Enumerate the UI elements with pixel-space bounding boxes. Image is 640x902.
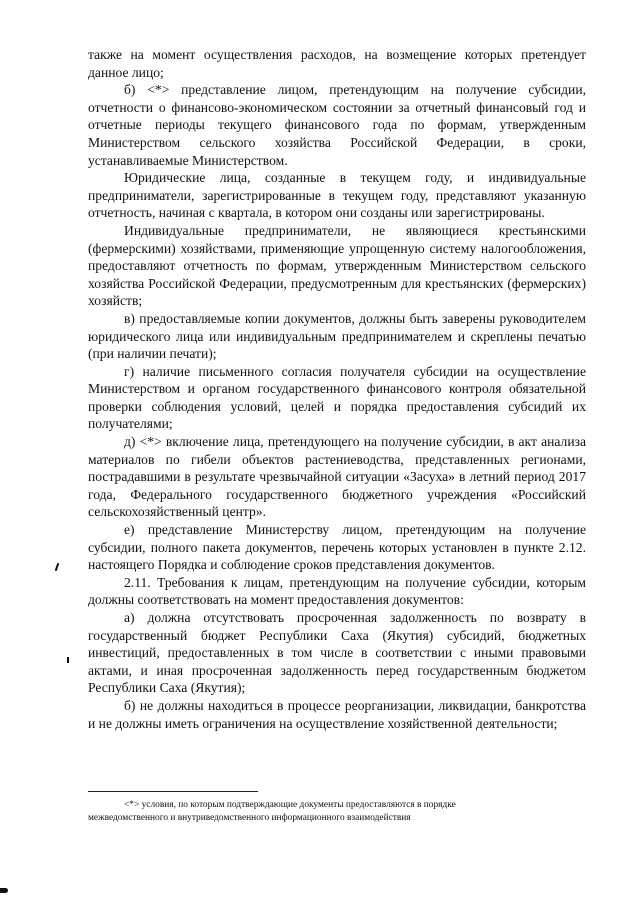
paragraph-item-v: в) предоставляемые копии документов, должны быть заверены руководителем юридического лица или индивидуальным предпринимателем и скреплены печатью (при наличии печати); [88, 310, 586, 362]
paragraph-item-d: д) <*> включение лица, претендующего на получение субсидии, в акт анализа материалов по гибели объектов растениеводства, представленных регионами, пострадавшими в результате чрезвычайной ситуации «Засуха» в летний период 2017 года, Федерального государственного бюджетного учреждения «Российский сельскохозяйственный центр». [88, 434, 586, 520]
footnote-divider [88, 791, 258, 792]
paragraph-item-g: г) наличие письменного согласия получателя субсидии на осуществление Министерством и органом государственного финансового контроля обязательной проверки соблюдения условий, целей и порядка предоставления субсидий их получателями; [88, 363, 586, 432]
paragraph-section-2-11: 2.11. Требования к лицам, претендующим на получение субсидии, которым должны соответствовать на момент предоставления документов: [88, 574, 586, 608]
paragraph-item-a: а) должна отсутствовать просроченная задолженность по возврату в государственный бюджет Республики Саха (Якутия) субсидий, бюджетных инвестиций, предоставленных в том числе в соответствии с иными правовыми актами, и иная просроченная задолженность перед государственным бюджетом Республики Саха (Якутия); [88, 610, 586, 696]
body-text [88, 46, 586, 732]
paragraph-individual-entrepreneurs: Индивидуальные предприниматели, не являющиеся крестьянскими (фермерскими) хозяйствами, применяющие упрощенную систему налогообложения, предоставляют отчетность по формам, утвержденным Министерством сельского хозяйства Российской Федерации, предусмотренным для крестьянских (фермерских) хозяйств; [88, 222, 586, 309]
paragraph-item-e: е) представление Министерству лицом, претендующим на получение субсидии, полного пакета документов, перечень которых установлен в пункте 2.12. настоящего Порядка и соблюдение сроков представления документов. [88, 522, 586, 573]
paragraph-item-b2: б) не должны находиться в процессе реорганизации, ликвидации, банкротства и не должны иметь ограничения на осуществление хозяйственной деятельности; [88, 697, 586, 731]
scan-artifact-mark [67, 657, 69, 663]
paragraph-item-b: б) <*> представление лицом, претендующим на получение субсидии, отчетности о финансово-экономическом состоянии за отчетный финансовый год и отчетные периоды текущего финансового года по формам, утвержденным Министерством сельского хозяйства Российской Федерации, в сроки, устанавливаемые Министерством. [88, 82, 586, 168]
scan-artifact-mark [0, 888, 8, 893]
footnote [88, 799, 586, 825]
footnote-line-2: межведомственного и внутриведомственного информационного взаимодействия [88, 812, 411, 823]
scan-artifact-mark [55, 563, 60, 571]
footnote-line-1: <*> условия, по которым подтверждающие документы предоставляются в порядке [124, 800, 456, 810]
paragraph-continuation: также на момент осуществления расходов, на возмещение которых претендует данное лицо; [88, 47, 586, 80]
paragraph-legal-entities: Юридические лица, созданные в текущем году, и индивидуальные предприниматели, зарегистрированные в текущем году, представляют указанную отчетность, начиная с квартала, в котором они созданы или зарегистрированы. [88, 170, 586, 221]
